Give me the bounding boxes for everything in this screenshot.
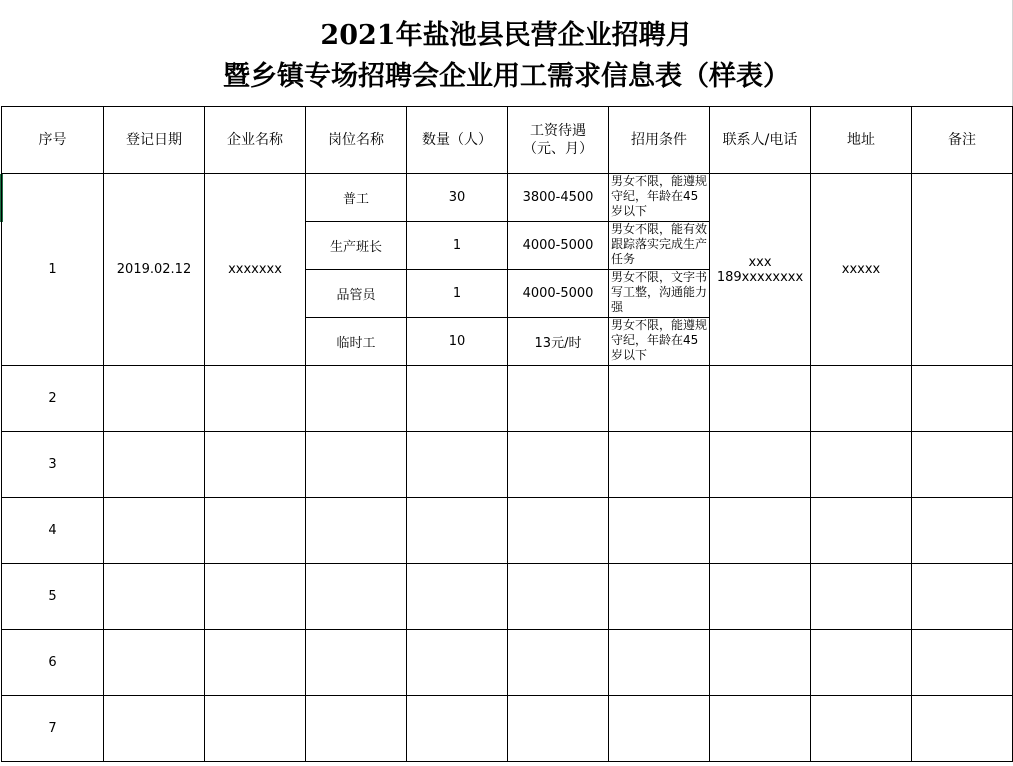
header-row <box>2 107 1013 174</box>
cell-empty[interactable] <box>710 498 811 564</box>
cell-empty[interactable] <box>912 696 1013 762</box>
cell-seq[interactable]: 5 <box>2 564 104 630</box>
header-conditions[interactable]: 招用条件 <box>609 107 710 174</box>
cell-empty[interactable] <box>710 564 811 630</box>
cell-conditions[interactable]: 男女不限，能遵规守纪，年龄在45岁以下 <box>609 318 710 366</box>
cell-empty[interactable] <box>609 696 710 762</box>
cell-empty[interactable] <box>609 498 710 564</box>
cell-address[interactable]: xxxxx <box>811 174 912 366</box>
header-date[interactable]: 登记日期 <box>104 107 205 174</box>
cell-empty[interactable] <box>407 498 508 564</box>
title-line-1: 2021年盐池县民营企业招聘月 <box>320 20 693 51</box>
contact-phone: 189xxxxxxxx <box>716 269 804 285</box>
cell-company[interactable]: xxxxxxx <box>205 174 306 366</box>
cell-empty[interactable] <box>104 696 205 762</box>
header-contact[interactable]: 联系人/电话 <box>710 107 811 174</box>
cell-salary[interactable]: 3800-4500 <box>508 174 609 222</box>
cell-empty[interactable] <box>306 630 407 696</box>
header-note[interactable]: 备注 <box>912 107 1013 174</box>
cell-contact[interactable] <box>710 174 811 366</box>
contact-name: xxx <box>748 254 772 270</box>
cell-empty[interactable] <box>609 366 710 432</box>
cell-empty[interactable] <box>609 564 710 630</box>
cell-empty[interactable] <box>508 366 609 432</box>
cell-empty[interactable] <box>912 564 1013 630</box>
cell-count[interactable]: 30 <box>407 174 508 222</box>
cell-count[interactable]: 10 <box>407 318 508 366</box>
header-address[interactable]: 地址 <box>811 107 912 174</box>
cell-empty[interactable] <box>811 366 912 432</box>
cell-empty[interactable] <box>508 432 609 498</box>
cell-empty[interactable] <box>710 432 811 498</box>
cell-seq[interactable]: 3 <box>2 432 104 498</box>
cell-note[interactable] <box>912 174 1013 366</box>
cell-empty[interactable] <box>508 498 609 564</box>
table-row-empty <box>2 498 1013 564</box>
cell-empty[interactable] <box>104 630 205 696</box>
cell-empty[interactable] <box>811 630 912 696</box>
cell-position[interactable]: 品管员 <box>306 270 407 318</box>
cell-empty[interactable] <box>205 498 306 564</box>
cell-empty[interactable] <box>306 564 407 630</box>
cell-conditions[interactable]: 男女不限，文字书写工整，沟通能力强 <box>609 270 710 318</box>
cell-empty[interactable] <box>811 432 912 498</box>
table-row-empty <box>2 432 1013 498</box>
cell-empty[interactable] <box>407 696 508 762</box>
table-row <box>2 174 1013 222</box>
cell-empty[interactable] <box>407 630 508 696</box>
cell-empty[interactable] <box>508 630 609 696</box>
cell-seq[interactable]: 1 <box>2 174 104 366</box>
table-row-empty <box>2 696 1013 762</box>
cell-position[interactable]: 普工 <box>306 174 407 222</box>
cell-empty[interactable] <box>306 366 407 432</box>
title-line-2: 暨乡镇专场招聘会企业用工需求信息表（样表） <box>223 61 790 92</box>
cell-salary[interactable]: 13元/时 <box>508 318 609 366</box>
cell-empty[interactable] <box>205 630 306 696</box>
cell-empty[interactable] <box>508 696 609 762</box>
job-demand-table <box>1 106 1013 762</box>
table-row-empty <box>2 564 1013 630</box>
cell-conditions[interactable]: 男女不限，能有效跟踪落实完成生产任务 <box>609 222 710 270</box>
cell-count[interactable]: 1 <box>407 222 508 270</box>
cell-empty[interactable] <box>912 498 1013 564</box>
cell-conditions[interactable]: 男女不限，能遵规守纪，年龄在45岁以下 <box>609 174 710 222</box>
cell-empty[interactable] <box>104 366 205 432</box>
cell-empty[interactable] <box>407 366 508 432</box>
header-salary[interactable] <box>508 107 609 174</box>
cell-empty[interactable] <box>205 366 306 432</box>
cell-empty[interactable] <box>306 432 407 498</box>
cell-position[interactable]: 临时工 <box>306 318 407 366</box>
cell-empty[interactable] <box>710 366 811 432</box>
header-salary-line1: 工资待遇 <box>530 123 586 139</box>
cell-empty[interactable] <box>609 432 710 498</box>
cell-empty[interactable] <box>912 432 1013 498</box>
header-position[interactable]: 岗位名称 <box>306 107 407 174</box>
cell-empty[interactable] <box>306 696 407 762</box>
cell-empty[interactable] <box>912 366 1013 432</box>
table-row-empty <box>2 630 1013 696</box>
cell-empty[interactable] <box>811 498 912 564</box>
cell-count[interactable]: 1 <box>407 270 508 318</box>
title-area <box>0 0 1013 106</box>
cell-salary[interactable]: 4000-5000 <box>508 270 609 318</box>
cell-position[interactable]: 生产班长 <box>306 222 407 270</box>
cell-date[interactable]: 2019.02.12 <box>104 174 205 366</box>
cell-empty[interactable] <box>609 630 710 696</box>
cell-empty[interactable] <box>710 696 811 762</box>
header-seq[interactable]: 序号 <box>2 107 104 174</box>
header-company[interactable]: 企业名称 <box>205 107 306 174</box>
cell-seq[interactable]: 2 <box>2 366 104 432</box>
cell-empty[interactable] <box>710 630 811 696</box>
cell-empty[interactable] <box>811 564 912 630</box>
cell-empty[interactable] <box>104 498 205 564</box>
cell-salary[interactable]: 4000-5000 <box>508 222 609 270</box>
cell-empty[interactable] <box>407 432 508 498</box>
cell-empty[interactable] <box>205 696 306 762</box>
header-count[interactable]: 数量（人） <box>407 107 508 174</box>
cell-empty[interactable] <box>104 564 205 630</box>
cell-empty[interactable] <box>508 564 609 630</box>
cell-empty[interactable] <box>407 564 508 630</box>
cell-empty[interactable] <box>811 696 912 762</box>
cell-seq[interactable]: 4 <box>2 498 104 564</box>
cell-empty[interactable] <box>306 498 407 564</box>
cell-empty[interactable] <box>912 630 1013 696</box>
cell-empty[interactable] <box>205 432 306 498</box>
cell-empty[interactable] <box>205 564 306 630</box>
table-row-empty <box>2 366 1013 432</box>
header-salary-line2: （元、月） <box>523 141 593 157</box>
cell-empty[interactable] <box>104 432 205 498</box>
cell-seq[interactable]: 6 <box>2 630 104 696</box>
cell-seq[interactable]: 7 <box>2 696 104 762</box>
